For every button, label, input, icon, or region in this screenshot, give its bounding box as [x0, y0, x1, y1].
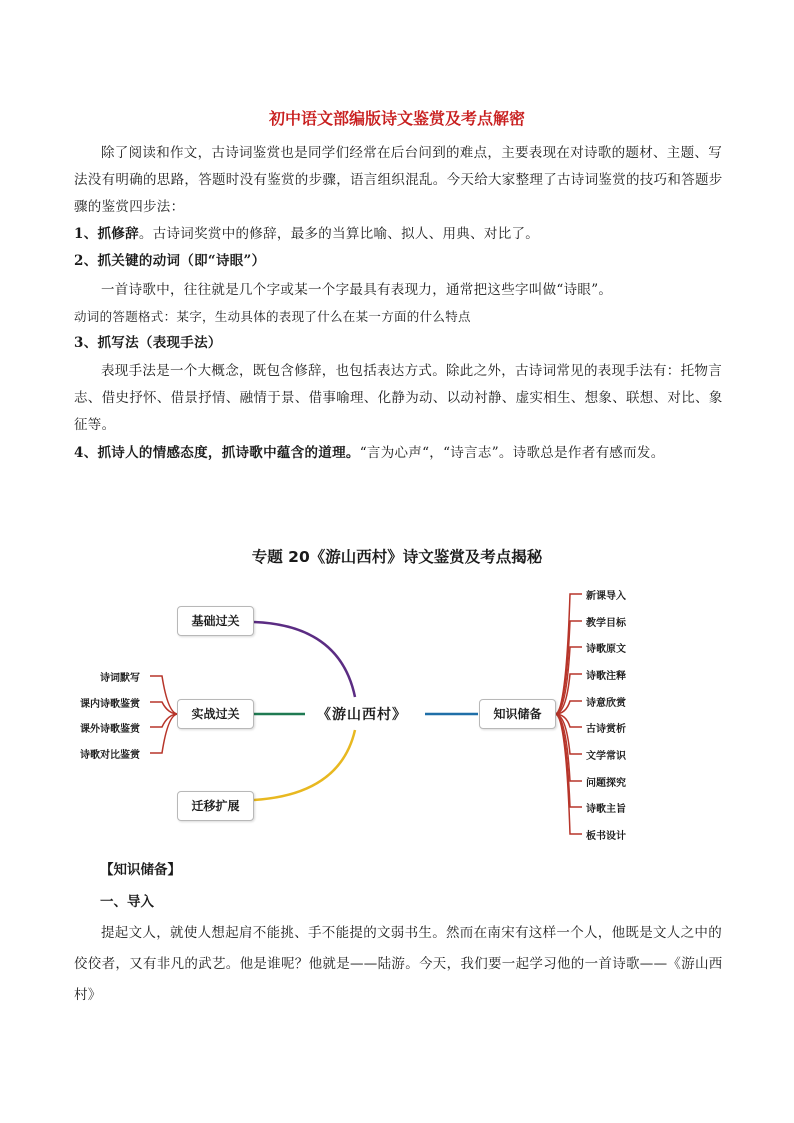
node-practice: 实战过关 [177, 699, 254, 729]
node-knowledge: 知识储备 [479, 699, 556, 729]
point-4 [74, 440, 724, 467]
node-basic: 基础过关 [177, 606, 254, 636]
point-2-format: 动词的答题格式：某字，生动具体的表现了什么在某一方面的什么特点 [74, 309, 471, 324]
right-leaf: 问题探究 [586, 778, 626, 789]
closing-paragraph: 提起文人，就使人想起肩不能挑、手不能提的文弱书生。然而在南宋有这样一个人，他既是文人之中的佼佼者，又有非凡的武艺。他是谁呢？他就是——陆游。今天，我们要一起学习他的一首诗歌——《游山西村》 [74, 925, 723, 1003]
page-title: 初中语文部编版诗文鉴赏及考点解密 [268, 109, 525, 128]
right-leaf: 文学常识 [586, 751, 626, 762]
right-leaf: 新课导入 [586, 591, 626, 602]
point-1 [74, 221, 724, 248]
point-3-heading: 3、抓写法（表现手法） [74, 335, 222, 351]
right-leaf: 古诗赏析 [586, 724, 626, 735]
point-3-text: 表现手法是一个大概念，既包含修辞，也包括表达方式。除此之外，古诗词常见的表现手法有：托物言志、借史抒怀、借景抒情、融情于景、借事喻理、化静为动、以动衬静、虚实相生、想象、联想、对比、象征等。 [74, 363, 723, 433]
point-2-heading: 2、抓关键的动词（即“诗眼”） [74, 253, 266, 269]
right-leaf: 诗歌注释 [586, 671, 626, 682]
connector-purple [253, 622, 355, 697]
point-2-text: 一首诗歌中，往往就是几个字或某一个字最具有表现力，通常把这些字叫做“诗眼”。 [101, 282, 613, 298]
connector-yellow [253, 730, 355, 800]
point-4-heading: 4、抓诗人的情感态度，抓诗歌中蕴含的道理。 [74, 445, 360, 461]
right-leaf: 教学目标 [586, 618, 626, 629]
intro-paragraph: 除了阅读和作文，古诗词鉴赏也是同学们经常在后台问到的难点，主要表现在对诗歌的题材、主题、写法没有明确的思路，答题时没有鉴赏的步骤，语言组织混乱。今天给大家整理了古诗词鉴赏的技巧和答题步骤的鉴赏四步法： [74, 145, 723, 215]
right-leaf: 诗意欣赏 [586, 698, 626, 709]
mind-map-center: 《游山西村》 [317, 707, 407, 723]
point-1-heading: 1、抓修辞 [74, 226, 139, 242]
right-leaf: 板书设计 [586, 831, 626, 842]
point-1-text: 。古诗词奖赏中的修辞，最多的当算比喻、拟人、用典、对比了。 [138, 226, 540, 242]
node-extension: 迁移扩展 [177, 791, 254, 821]
point-4-text: “言为心声“，“诗言志”。诗歌总是作者有感而发。 [359, 445, 665, 461]
section-heading: 【知识储备】 [100, 862, 181, 878]
section-subheading: 一、导入 [100, 894, 154, 910]
right-leaf: 诗歌原文 [586, 644, 626, 655]
left-leaf: 诗歌对比鉴赏 [80, 750, 140, 761]
right-leaf: 诗歌主旨 [586, 804, 626, 815]
left-leaf: 诗词默写 [100, 673, 140, 684]
left-leaf: 课外诗歌鉴赏 [80, 724, 140, 735]
left-leaf: 课内诗歌鉴赏 [80, 699, 140, 710]
topic-title: 专题 20《游山西村》诗文鉴赏及考点揭秘 [251, 548, 543, 566]
